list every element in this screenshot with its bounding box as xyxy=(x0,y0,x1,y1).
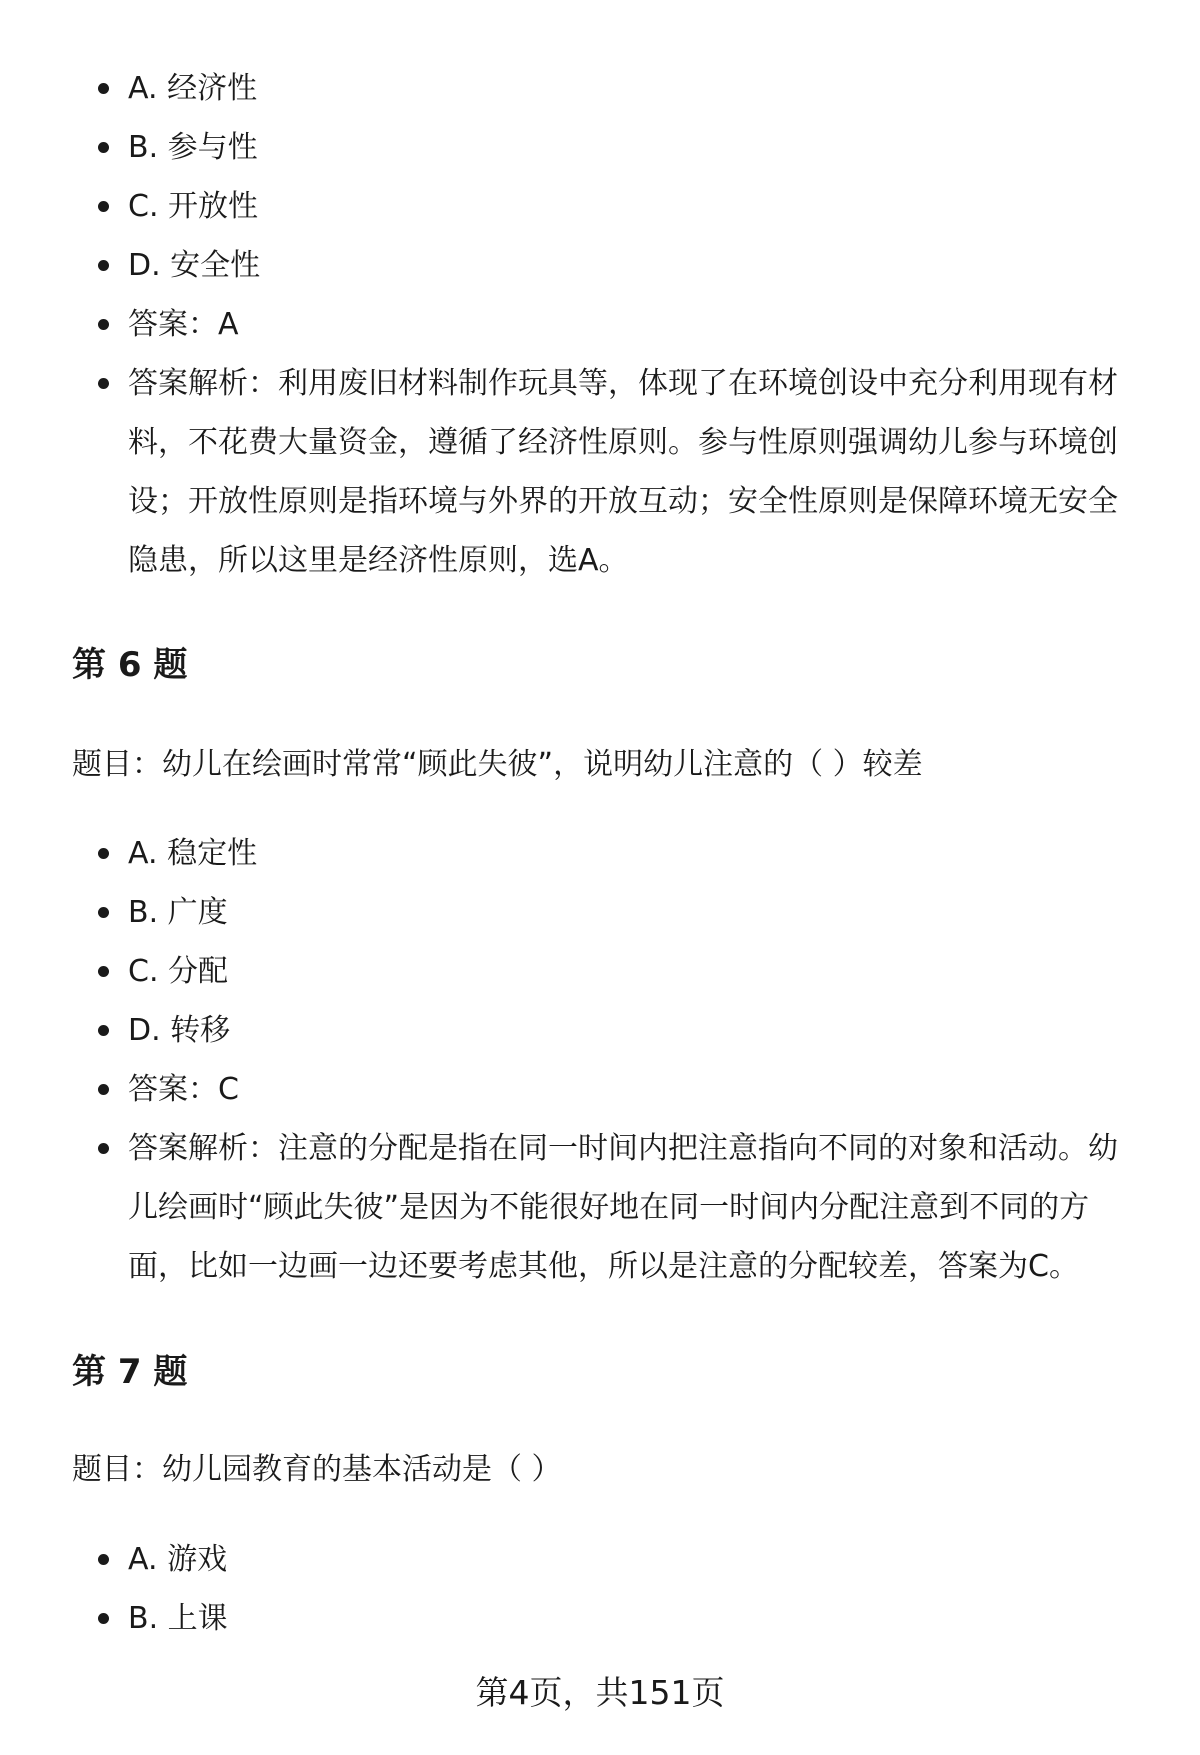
bullet-icon xyxy=(98,319,109,330)
bullet-icon xyxy=(98,1143,109,1154)
option-text: B. 参与性 xyxy=(128,130,258,165)
explanation-item xyxy=(0,1119,1200,1296)
option-text: C. 开放性 xyxy=(128,189,259,224)
answer-text: 答案：A xyxy=(128,307,239,342)
bullet-icon xyxy=(98,1613,109,1624)
question-heading: 第 6 题 xyxy=(72,645,188,685)
page-number-footer: 第4页，共151页 xyxy=(475,1673,725,1712)
option-text: D. 安全性 xyxy=(128,248,261,283)
option-item xyxy=(0,824,1200,883)
bullet-icon xyxy=(98,848,109,859)
option-item xyxy=(0,1530,1200,1589)
option-text: A. 游戏 xyxy=(128,1542,228,1577)
option-item xyxy=(0,883,1200,942)
question-heading: 第 7 题 xyxy=(72,1352,188,1392)
bullet-icon xyxy=(98,907,109,918)
option-text: B. 上课 xyxy=(128,1601,228,1636)
option-item xyxy=(0,59,1200,118)
bullet-icon xyxy=(98,201,109,212)
option-item xyxy=(0,177,1200,236)
bullet-icon xyxy=(98,966,109,977)
bullet-icon xyxy=(98,142,109,153)
option-text: D. 转移 xyxy=(128,1013,231,1048)
question-text: 题目：幼儿在绘画时常常“顾此失彼”，说明幼儿注意的（ ）较差 xyxy=(72,747,923,782)
bullet-icon xyxy=(98,1084,109,1095)
option-text: A. 经济性 xyxy=(128,71,258,106)
bullet-icon xyxy=(98,1025,109,1036)
option-text: A. 稳定性 xyxy=(128,836,258,871)
answer-item xyxy=(0,295,1200,354)
option-text: C. 分配 xyxy=(128,954,229,989)
option-item xyxy=(0,236,1200,295)
bullet-icon xyxy=(98,1554,109,1565)
question-text: 题目：幼儿园教育的基本活动是（ ） xyxy=(72,1452,562,1487)
option-item xyxy=(0,118,1200,177)
answer-item xyxy=(0,1060,1200,1119)
option-item xyxy=(0,942,1200,1001)
prev-question-options xyxy=(0,59,1200,590)
bullet-icon xyxy=(98,83,109,94)
explanation-text: 答案解析：注意的分配是指在同一时间内把注意指向不同的对象和活动。幼儿绘画时“顾此失彼”是因为不能很好地在同一时间内分配注意到不同的方面，比如一边画一边还要考虑其他，所以是注意的分配较差，答案为C。 xyxy=(128,1131,1118,1284)
bullet-icon xyxy=(98,260,109,271)
question-options xyxy=(0,824,1200,1296)
bullet-icon xyxy=(98,378,109,389)
option-item xyxy=(0,1589,1200,1648)
question-options xyxy=(0,1530,1200,1648)
option-item xyxy=(0,1001,1200,1060)
option-text: B. 广度 xyxy=(128,895,228,930)
explanation-text: 答案解析：利用废旧材料制作玩具等，体现了在环境创设中充分利用现有材料，不花费大量资金，遵循了经济性原则。参与性原则强调幼儿参与环境创设；开放性原则是指环境与外界的开放互动；安全性原则是保障环境无安全隐患，所以这里是经济性原则，选A。 xyxy=(128,366,1118,578)
explanation-item xyxy=(0,354,1200,590)
answer-text: 答案：C xyxy=(128,1072,239,1107)
